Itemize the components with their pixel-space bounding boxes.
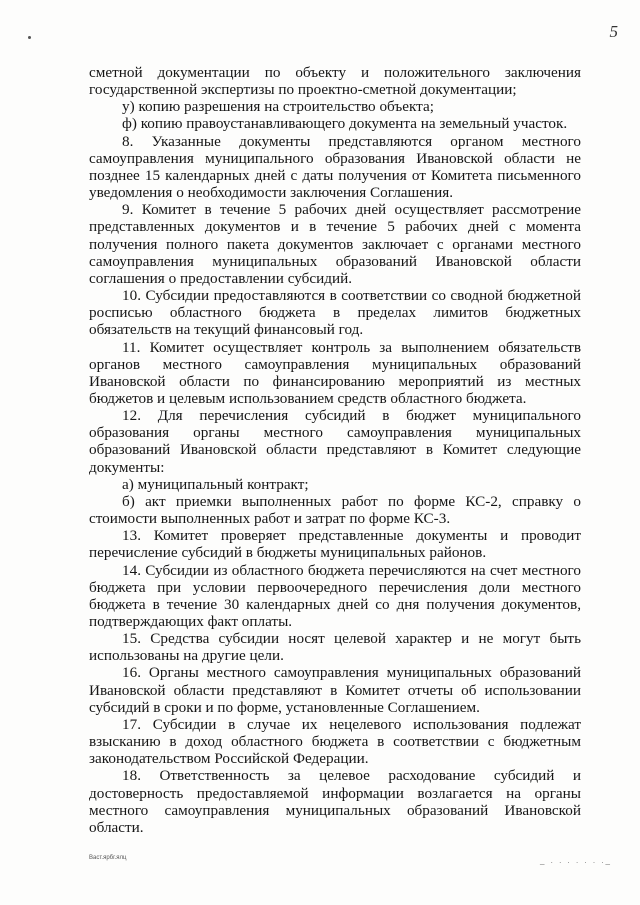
paragraph-12: 12. Для перечисления субсидий в бюджет муниципального образования органы местного самоуправления муниципальных образований Ивановской области представляют в Комитет следующие документы: [89,407,581,476]
paragraph-item-a: а) муниципальный контракт; [122,475,309,493]
scan-speck [28,36,31,39]
page-number: 5 [609,22,618,41]
paragraph-14: 14. Субсидии из областного бюджета перечисляются на счет местного бюджета при условии первоочередного перечисления доли местного бюджета в течение 30 календарных дней со дня получения документов, подтверждающих факт оплаты. [89,561,581,630]
document-body [89,64,581,836]
paragraph-13: 13. Комитет проверяет представленные документы и проводит перечисление субсидий в бюджеты муниципальных районов. [89,527,581,562]
paragraph-item-b: б) акт приемки выполненных работ по форме КС-2, справку о стоимости выполненных работ и затрат по форме КС-3. [89,492,581,528]
paragraph-continuation: сметной документации по объекту и положительного заключения государственной экспертизы по проектно-сметной документации; [89,64,581,99]
paragraph-18: 18. Ответственность за целевое расходование субсидий и достоверность предоставляемой информации возлагается на органы местного самоуправления муниципальных образований Ивановской области. [89,767,581,836]
paragraph-8: 8. Указанные документы представляются органом местного самоуправления муниципального образования Ивановской области не позднее 15 календарных дней с даты получения от Комитета письменного уведомления о необходимости заключения Соглашения. [89,132,581,202]
paragraph-11: 11. Комитет осуществляет контроль за выполнением обязательств органов местного самоуправления муниципальных образований Ивановской области по финансированию мероприятий из местных бюджетов и целевым использованием средств областного бюджета. [89,338,581,407]
paragraph-9: 9. Комитет в течение 5 рабочих дней осуществляет рассмотрение представленных документов и в течение 5 рабочих дней с момента получения полного пакета документов заключает с органами местного самоуправления муниципальных образований Ивановской области соглашения о предоставлении субсидий. [89,201,581,287]
paragraph-16: 16. Органы местного самоуправления муниципальных образований Ивановской области представляют в Комитет отчеты об использовании субсидий в сроки и по форме, установленные Соглашением. [89,664,581,716]
footer-file-code: Васт.ярбг.ялц [89,855,127,861]
paragraph-10: 10. Субсидии предоставляются в соответствии со сводной бюджетной росписью областного бюджета в пределах лимитов бюджетных обязательств на текущий финансовый год. [89,287,581,339]
footer-scan-marks: _ . . . . . . ._ [539,856,612,865]
paragraph-17: 17. Субсидии в случае их нецелевого использования подлежат взысканию в доход областного бюджета в соответствии с бюджетным законодательством Российской Федерации. [89,715,581,768]
paragraph-15: 15. Средства субсидии носят целевой характер и не могут быть использованы на другие цели. [89,630,581,665]
paragraph-item-f: ф) копию правоустанавливающего документа на земельный участок. [122,115,568,133]
paragraph-item-u: у) копию разрешения на строительство объекта; [122,98,434,116]
